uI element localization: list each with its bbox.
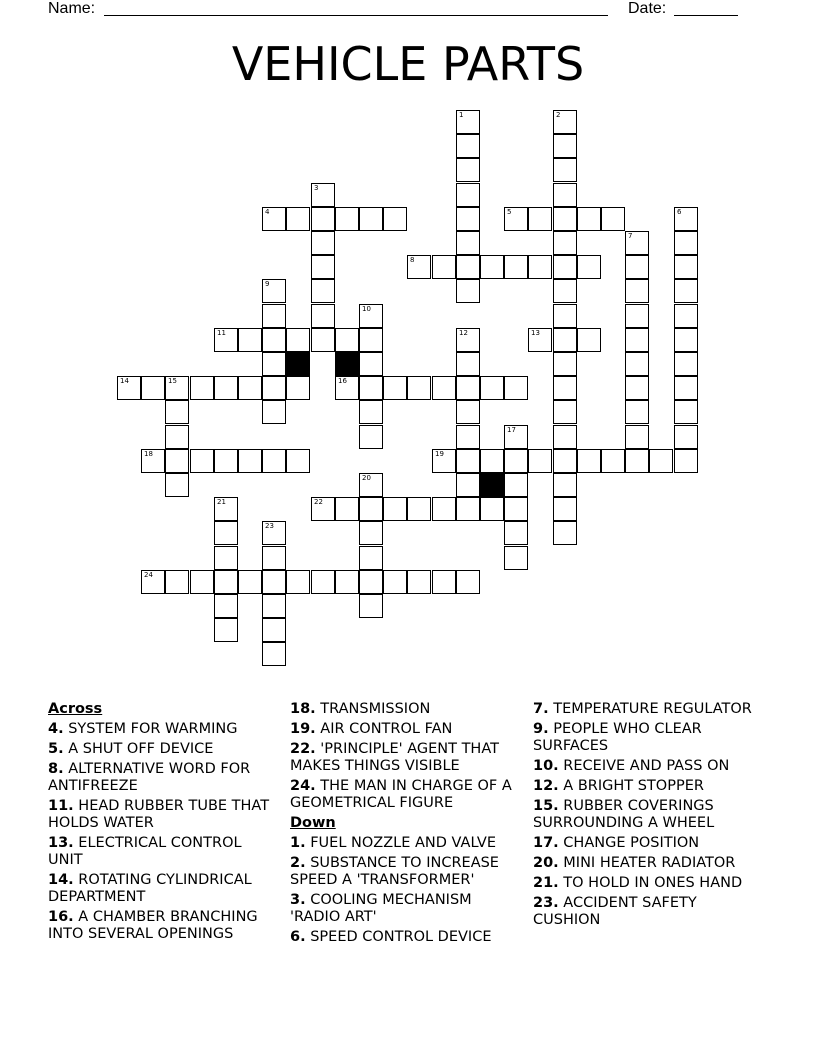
date-label: Date: — [628, 0, 667, 17]
crossword-cell[interactable] — [359, 304, 383, 328]
crossword-cell[interactable] — [359, 570, 383, 594]
clue-item-text: TRANSMISSION — [315, 701, 431, 717]
crossword-cell[interactable] — [335, 570, 359, 594]
clue-number: 5 — [507, 208, 512, 216]
clue-item — [48, 741, 276, 758]
clue-item-number: 19. — [290, 721, 316, 737]
crossword-cell[interactable] — [504, 521, 528, 545]
crossword-cell[interactable] — [553, 279, 577, 303]
crossword-cell[interactable] — [674, 231, 698, 255]
crossword-cell[interactable] — [165, 473, 189, 497]
crossword-cell[interactable] — [286, 570, 310, 594]
page-title: VEHICLE PARTS — [231, 37, 585, 91]
crossword-cell[interactable] — [262, 352, 286, 376]
clue-item-text: TO HOLD IN ONES HAND — [558, 875, 743, 891]
crossword-cell[interactable] — [359, 497, 383, 521]
crossword-cell[interactable] — [383, 570, 407, 594]
crossword-cell[interactable] — [504, 449, 528, 473]
crossword-cell[interactable] — [553, 328, 577, 352]
crossword-cell[interactable] — [359, 473, 383, 497]
crossword-cell[interactable] — [674, 255, 698, 279]
clue-item-number: 1. — [290, 835, 306, 851]
crossword-cell[interactable] — [625, 328, 649, 352]
crossword-cell[interactable] — [238, 328, 262, 352]
clue-number: 21 — [217, 498, 226, 506]
crossword-cell[interactable] — [286, 449, 310, 473]
crossword-cell[interactable] — [553, 110, 577, 134]
clue-column-1 — [48, 701, 276, 946]
clue-item-text: MINI HEATER RADIATOR — [558, 855, 736, 871]
crossword-cell[interactable] — [311, 231, 335, 255]
crossword-cell[interactable] — [262, 279, 286, 303]
crossword-cell[interactable] — [504, 207, 528, 231]
crossword-cell[interactable] — [504, 546, 528, 570]
clue-item — [48, 909, 276, 943]
name-label: Name: — [48, 0, 96, 17]
crossword-cell[interactable] — [432, 497, 456, 521]
crossword-cell[interactable] — [674, 400, 698, 424]
crossword-cell[interactable] — [649, 449, 673, 473]
clue-item-text: FUEL NOZZLE AND VALVE — [305, 835, 497, 851]
clue-item-text: SYSTEM FOR WARMING — [63, 721, 238, 737]
crossword-cell[interactable] — [262, 642, 286, 666]
clue-item-number: 22. — [290, 741, 316, 757]
clue-item — [533, 895, 761, 929]
crossword-cell[interactable] — [311, 255, 335, 279]
clue-number: 14 — [120, 377, 129, 385]
clue-column-2 — [290, 701, 518, 949]
clue-item-number: 6. — [290, 929, 306, 945]
crossword-cell[interactable] — [359, 352, 383, 376]
crossword-cell[interactable] — [141, 376, 165, 400]
crossword-cell[interactable] — [456, 183, 480, 207]
crossword-cell[interactable] — [553, 400, 577, 424]
clue-item — [48, 835, 276, 869]
clue-item — [533, 758, 761, 775]
crossword-cell[interactable] — [214, 594, 238, 618]
clue-item-text: 'PRINCIPLE' AGENT THAT MAKES THINGS VISIBLE — [290, 741, 499, 774]
crossword-cell[interactable] — [456, 497, 480, 521]
crossword-cell[interactable] — [165, 425, 189, 449]
crossword-cell[interactable] — [190, 570, 214, 594]
crossword-cell[interactable] — [456, 376, 480, 400]
clue-item-text: ELECTRICAL CONTROL UNIT — [48, 835, 242, 868]
clue-item — [533, 875, 761, 892]
crossword-cell[interactable] — [674, 352, 698, 376]
crossword-cell[interactable] — [262, 449, 286, 473]
crossword-cell[interactable] — [286, 207, 310, 231]
crossword-cell[interactable] — [238, 449, 262, 473]
crossword-cell[interactable] — [553, 473, 577, 497]
crossword-cell[interactable] — [504, 376, 528, 400]
clue-item-text: COOLING MECHANISM 'RADIO ART' — [290, 892, 472, 925]
crossword-cell[interactable] — [262, 400, 286, 424]
clue-item-number: 9. — [533, 721, 549, 737]
clue-number: 18 — [144, 450, 153, 458]
clue-number: 22 — [314, 498, 323, 506]
black-cell — [335, 352, 359, 376]
crossword-cell[interactable] — [359, 207, 383, 231]
crossword-cell[interactable] — [577, 328, 601, 352]
clue-item-number: 2. — [290, 855, 306, 871]
crossword-cell[interactable] — [311, 183, 335, 207]
clue-item-number: 11. — [48, 798, 74, 814]
crossword-cell[interactable] — [262, 328, 286, 352]
crossword-cell[interactable] — [456, 328, 480, 352]
clue-item-number: 14. — [48, 872, 74, 888]
crossword-cell[interactable] — [262, 546, 286, 570]
crossword-cell[interactable] — [480, 449, 504, 473]
crossword-cell[interactable] — [480, 255, 504, 279]
crossword-cell[interactable] — [214, 618, 238, 642]
clue-item-text: HEAD RUBBER TUBE THAT HOLDS WATER — [48, 798, 270, 831]
clue-item-text: A CHAMBER BRANCHING INTO SEVERAL OPENINGS — [48, 909, 258, 942]
crossword-cell[interactable] — [625, 279, 649, 303]
crossword-cell[interactable] — [553, 497, 577, 521]
crossword-cell[interactable] — [601, 449, 625, 473]
clue-item-text: RUBBER COVERINGS SURROUNDING A WHEEL — [533, 798, 715, 831]
crossword-cell[interactable] — [311, 207, 335, 231]
crossword-cell[interactable] — [407, 376, 431, 400]
crossword-cell[interactable] — [456, 449, 480, 473]
crossword-cell[interactable] — [141, 570, 165, 594]
crossword-cell[interactable] — [456, 400, 480, 424]
clue-number: 8 — [410, 256, 415, 264]
crossword-cell[interactable] — [165, 570, 189, 594]
clue-item-number: 7. — [533, 701, 549, 717]
black-cell — [286, 352, 310, 376]
crossword-cell[interactable] — [238, 570, 262, 594]
crossword-cell[interactable] — [674, 304, 698, 328]
crossword-cell[interactable] — [674, 449, 698, 473]
crossword-cell[interactable] — [262, 594, 286, 618]
crossword-cell[interactable] — [359, 400, 383, 424]
crossword-cell[interactable] — [262, 521, 286, 545]
crossword-cell[interactable] — [528, 328, 552, 352]
crossword-cell[interactable] — [456, 279, 480, 303]
crossword-cell[interactable] — [553, 183, 577, 207]
clue-item-number: 4. — [48, 721, 64, 737]
crossword-cell[interactable] — [456, 352, 480, 376]
clue-item-text: ACCIDENT SAFETY CUSHION — [533, 895, 697, 928]
crossword-cell[interactable] — [674, 207, 698, 231]
crossword-cell[interactable] — [359, 521, 383, 545]
crossword-cell[interactable] — [165, 449, 189, 473]
clue-item — [290, 892, 518, 926]
crossword-cell[interactable] — [674, 425, 698, 449]
crossword-cell[interactable] — [674, 328, 698, 352]
crossword-cell[interactable] — [262, 304, 286, 328]
clue-number: 13 — [531, 329, 540, 337]
crossword-cell[interactable] — [553, 158, 577, 182]
crossword-cell[interactable] — [456, 570, 480, 594]
clue-item-number: 8. — [48, 761, 64, 777]
crossword-cell[interactable] — [528, 449, 552, 473]
clue-item — [533, 701, 761, 718]
clue-heading: Down — [290, 815, 336, 831]
crossword-cell[interactable] — [214, 521, 238, 545]
crossword-cell[interactable] — [553, 352, 577, 376]
crossword-cell[interactable] — [625, 304, 649, 328]
crossword-cell[interactable] — [214, 546, 238, 570]
clue-item — [290, 701, 518, 718]
clue-item — [533, 778, 761, 795]
clue-item — [290, 778, 518, 812]
clue-item-number: 13. — [48, 835, 74, 851]
crossword-cell[interactable] — [262, 618, 286, 642]
clue-item — [48, 872, 276, 906]
clue-item — [48, 798, 276, 832]
clue-item-number: 16. — [48, 909, 74, 925]
clue-item — [290, 855, 518, 889]
crossword-cell[interactable] — [214, 328, 238, 352]
clue-item-text: AIR CONTROL FAN — [315, 721, 453, 737]
crossword-cell[interactable] — [214, 497, 238, 521]
crossword-cell[interactable] — [456, 425, 480, 449]
crossword-cell[interactable] — [432, 449, 456, 473]
clue-number: 3 — [314, 184, 319, 192]
crossword-cell[interactable] — [117, 376, 141, 400]
crossword-cell[interactable] — [407, 497, 431, 521]
clue-item — [48, 721, 276, 738]
crossword-cell[interactable] — [383, 497, 407, 521]
crossword-cell[interactable] — [407, 255, 431, 279]
crossword-cell[interactable] — [311, 328, 335, 352]
crossword-cell[interactable] — [335, 497, 359, 521]
crossword-cell[interactable] — [262, 570, 286, 594]
clue-number: 17 — [507, 426, 516, 434]
clue-item — [290, 929, 518, 946]
clue-item-text: THE MAN IN CHARGE OF A GEOMETRICAL FIGURE — [290, 778, 512, 811]
crossword-cell[interactable] — [553, 207, 577, 231]
crossword-cell[interactable] — [577, 207, 601, 231]
crossword-cell[interactable] — [262, 207, 286, 231]
clue-item — [533, 855, 761, 872]
crossword-cell[interactable] — [625, 376, 649, 400]
crossword-cell[interactable] — [625, 400, 649, 424]
clue-item-number: 23. — [533, 895, 559, 911]
crossword-cell[interactable] — [528, 255, 552, 279]
clue-item-number: 20. — [533, 855, 559, 871]
clue-item-number: 12. — [533, 778, 559, 794]
clue-number: 2 — [556, 111, 561, 119]
crossword-cell[interactable] — [504, 425, 528, 449]
clue-item — [290, 835, 518, 852]
clue-heading: Across — [48, 701, 103, 717]
crossword-cell[interactable] — [577, 449, 601, 473]
crossword-cell[interactable] — [553, 425, 577, 449]
crossword-cell[interactable] — [553, 521, 577, 545]
crossword-cell[interactable] — [456, 134, 480, 158]
clue-number: 6 — [677, 208, 682, 216]
clue-number: 15 — [168, 377, 177, 385]
clue-number: 1 — [459, 111, 464, 119]
clue-number: 12 — [459, 329, 468, 337]
crossword-cell[interactable] — [625, 449, 649, 473]
crossword-cell[interactable] — [383, 376, 407, 400]
crossword-cell[interactable] — [335, 376, 359, 400]
crossword-cell[interactable] — [359, 328, 383, 352]
crossword-cell[interactable] — [504, 473, 528, 497]
crossword-cell[interactable] — [190, 376, 214, 400]
crossword-cell[interactable] — [553, 255, 577, 279]
crossword-cell[interactable] — [432, 570, 456, 594]
black-cell — [480, 473, 504, 497]
crossword-cell[interactable] — [359, 425, 383, 449]
clue-item-text: CHANGE POSITION — [558, 835, 700, 851]
crossword-cell[interactable] — [456, 255, 480, 279]
clue-item — [48, 761, 276, 795]
crossword-cell[interactable] — [214, 376, 238, 400]
clue-item-text: RECEIVE AND PASS ON — [558, 758, 730, 774]
clue-item — [290, 721, 518, 738]
clue-item-text: PEOPLE WHO CLEAR SURFACES — [533, 721, 702, 754]
clue-number: 4 — [265, 208, 270, 216]
crossword-cell[interactable] — [214, 449, 238, 473]
crossword-cell[interactable] — [456, 231, 480, 255]
clue-item — [533, 798, 761, 832]
crossword-cell[interactable] — [335, 207, 359, 231]
crossword-cell[interactable] — [311, 279, 335, 303]
crossword-cell[interactable] — [528, 207, 552, 231]
clue-number: 19 — [435, 450, 444, 458]
clue-item-number: 17. — [533, 835, 559, 851]
crossword-cell[interactable] — [674, 376, 698, 400]
clue-item-text: A BRIGHT STOPPER — [558, 778, 704, 794]
crossword-cell[interactable] — [311, 570, 335, 594]
crossword-cell[interactable] — [432, 376, 456, 400]
clue-number: 16 — [338, 377, 347, 385]
clue-item-number: 15. — [533, 798, 559, 814]
crossword-cell[interactable] — [625, 352, 649, 376]
clue-item — [533, 835, 761, 852]
crossword-cell[interactable] — [165, 400, 189, 424]
crossword-cell[interactable] — [359, 546, 383, 570]
crossword-cell[interactable] — [383, 207, 407, 231]
crossword-cell[interactable] — [601, 207, 625, 231]
crossword-cell[interactable] — [286, 328, 310, 352]
clue-column-3 — [533, 701, 761, 932]
clue-item-number: 21. — [533, 875, 559, 891]
crossword-cell[interactable] — [359, 376, 383, 400]
crossword-cell[interactable] — [432, 255, 456, 279]
crossword-cell[interactable] — [504, 255, 528, 279]
crossword-cell[interactable] — [625, 425, 649, 449]
clue-number: 23 — [265, 522, 274, 530]
crossword-cell[interactable] — [214, 570, 238, 594]
clue-item-text: ROTATING CYLINDRICAL DEPARTMENT — [48, 872, 252, 905]
crossword-cell[interactable] — [238, 376, 262, 400]
clue-item-number: 5. — [48, 741, 64, 757]
crossword-cell[interactable] — [625, 231, 649, 255]
clue-item-number: 3. — [290, 892, 306, 908]
crossword-cell[interactable] — [456, 473, 480, 497]
crossword-cell[interactable] — [553, 449, 577, 473]
crossword-cell[interactable] — [311, 304, 335, 328]
clue-item-number: 18. — [290, 701, 316, 717]
crossword-cell[interactable] — [456, 158, 480, 182]
clue-item — [290, 741, 518, 775]
clue-number: 10 — [362, 305, 371, 313]
crossword-cell[interactable] — [480, 497, 504, 521]
crossword-cell[interactable] — [480, 376, 504, 400]
crossword-cell[interactable] — [456, 110, 480, 134]
crossword-cell[interactable] — [262, 376, 286, 400]
clue-number: 9 — [265, 280, 270, 288]
clue-item-number: 10. — [533, 758, 559, 774]
crossword-cell[interactable] — [504, 497, 528, 521]
clue-item-text: SPEED CONTROL DEVICE — [305, 929, 492, 945]
crossword-cell[interactable] — [311, 497, 335, 521]
clue-item-text: ALTERNATIVE WORD FOR ANTIFREEZE — [48, 761, 251, 794]
crossword-cell[interactable] — [286, 376, 310, 400]
crossword-cell[interactable] — [141, 449, 165, 473]
crossword-cell[interactable] — [165, 376, 189, 400]
crossword-cell[interactable] — [407, 570, 431, 594]
clue-item-text: SUBSTANCE TO INCREASE SPEED A 'TRANSFORMER' — [290, 855, 499, 888]
clue-item-text: TEMPERATURE REGULATOR — [548, 701, 752, 717]
crossword-cell[interactable] — [335, 328, 359, 352]
crossword-cell[interactable] — [190, 449, 214, 473]
crossword-cell[interactable] — [553, 304, 577, 328]
crossword-cell[interactable] — [456, 207, 480, 231]
clue-number: 24 — [144, 571, 153, 579]
crossword-cell[interactable] — [553, 231, 577, 255]
crossword-cell[interactable] — [553, 376, 577, 400]
clue-number: 11 — [217, 329, 226, 337]
clue-item — [533, 721, 761, 755]
crossword-cell[interactable] — [553, 134, 577, 158]
crossword-cell[interactable] — [359, 594, 383, 618]
crossword-cell[interactable] — [625, 255, 649, 279]
clue-item-number: 24. — [290, 778, 316, 794]
crossword-cell[interactable] — [577, 255, 601, 279]
clue-number: 20 — [362, 474, 371, 482]
crossword-cell[interactable] — [674, 279, 698, 303]
clue-number: 7 — [628, 232, 633, 240]
clue-item-text: A SHUT OFF DEVICE — [63, 741, 214, 757]
